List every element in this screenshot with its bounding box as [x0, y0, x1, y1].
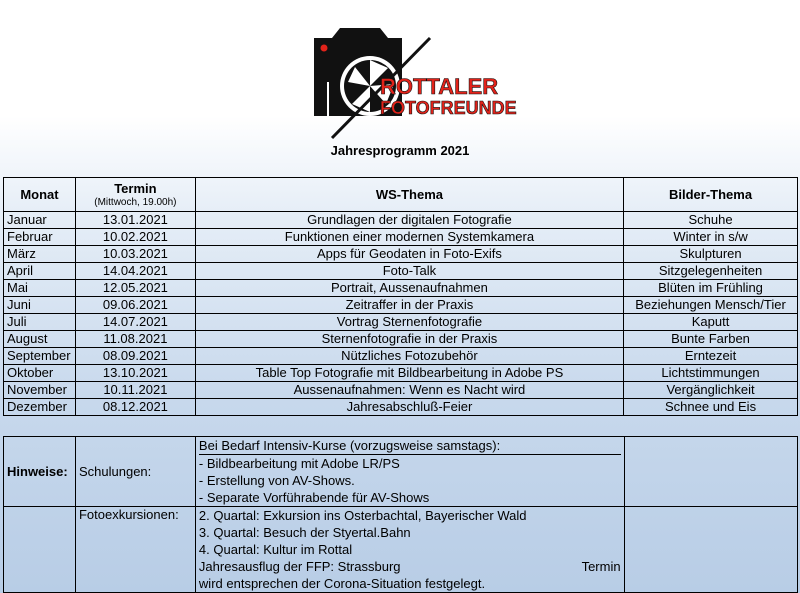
- schedule-row: [4, 314, 798, 331]
- schedule-row: [4, 331, 798, 348]
- notes-label: Hinweise:: [4, 437, 76, 507]
- cell-bilder-thema: Schnee und Eis: [624, 399, 798, 416]
- exkursionen-line: 3. Quartal: Besuch der Styertal.Bahn: [198, 525, 411, 540]
- cell-bilder-thema: Beziehungen Mensch/Tier: [624, 297, 798, 314]
- notes-table: [3, 436, 798, 593]
- header-monat: Monat: [4, 178, 76, 212]
- schedule-header-row: [4, 178, 798, 212]
- cell-bilder-thema: Kaputt: [624, 314, 798, 331]
- exkursionen-line: 2. Quartal: Exkursion ins Osterbachtal, Bayerischer Wald: [198, 508, 527, 523]
- cell-termin: 10.02.2021: [75, 229, 195, 246]
- exkursionen-line: 4. Quartal: Kultur im Rottal: [198, 542, 353, 557]
- exkursionen-termin: Termin: [581, 559, 621, 574]
- cell-bilder-thema: Erntezeit: [624, 348, 798, 365]
- cell-termin: 13.10.2021: [75, 365, 195, 382]
- cell-bilder-thema: Sitzgelegenheiten: [624, 263, 798, 280]
- cell-ws-thema: Vortrag Sternenfotografie: [195, 314, 623, 331]
- exkursionen-line: wird entsprechen der Corona-Situation festgelegt.: [198, 576, 486, 591]
- cell-bilder-thema: Blüten im Frühling: [624, 280, 798, 297]
- cell-bilder-thema: Bunte Farben: [624, 331, 798, 348]
- cell-monat: Juni: [4, 297, 76, 314]
- cell-ws-thema: Aussenaufnahmen: Wenn es Nacht wird: [195, 382, 623, 399]
- schulungen-content: [195, 437, 624, 507]
- cell-termin: 13.01.2021: [75, 212, 195, 229]
- schedule-row: [4, 399, 798, 416]
- document-title: Jahresprogramm 2021: [330, 143, 470, 158]
- schedule-row: [4, 212, 798, 229]
- cell-ws-thema: Funktionen einer modernen Systemkamera: [195, 229, 623, 246]
- header-termin-label: Termin: [114, 181, 157, 196]
- schulungen-line: - Bildbearbeitung mit Adobe LR/PS: [198, 456, 400, 471]
- cell-ws-thema: Jahresabschluß-Feier: [195, 399, 623, 416]
- schedule-row: [4, 246, 798, 263]
- exkursionen-content: [195, 507, 624, 593]
- schedule-row: [4, 297, 798, 314]
- schulungen-empty-cell: [624, 437, 797, 507]
- cell-ws-thema: Table Top Fotografie mit Bildbearbeitung in Adobe PS: [195, 365, 623, 382]
- header-termin-sub: (Mittwoch, 19.00h): [94, 197, 177, 208]
- notes-empty-cell: [4, 507, 76, 593]
- logo-line-1: ROTTALER: [380, 74, 499, 99]
- cell-monat: Januar: [4, 212, 76, 229]
- cell-termin: 11.08.2021: [75, 331, 195, 348]
- cell-monat: April: [4, 263, 76, 280]
- cell-bilder-thema: Schuhe: [624, 212, 798, 229]
- schedule-table: [3, 177, 798, 416]
- cell-ws-thema: Apps für Geodaten in Foto-Exifs: [195, 246, 623, 263]
- notes-row-exkursionen: [4, 507, 798, 593]
- cell-bilder-thema: Winter in s/w: [624, 229, 798, 246]
- cell-monat: November: [4, 382, 76, 399]
- cell-monat: September: [4, 348, 76, 365]
- cell-ws-thema: Nützliches Fotozubehör: [195, 348, 623, 365]
- cell-ws-thema: Sternenfotografie in der Praxis: [195, 331, 623, 348]
- exkursionen-line: [199, 558, 621, 575]
- schedule-row: [4, 382, 798, 399]
- header-bilder-thema: Bilder-Thema: [624, 178, 798, 212]
- cell-termin: 10.11.2021: [75, 382, 195, 399]
- cell-ws-thema: Foto-Talk: [195, 263, 623, 280]
- cell-ws-thema: Grundlagen der digitalen Fotografie: [195, 212, 623, 229]
- cell-termin: 12.05.2021: [75, 280, 195, 297]
- cell-monat: August: [4, 331, 76, 348]
- cell-termin: 14.07.2021: [75, 314, 195, 331]
- cell-termin: 08.09.2021: [75, 348, 195, 365]
- schulungen-line: - Erstellung von AV-Shows.: [198, 473, 355, 488]
- cell-monat: Juli: [4, 314, 76, 331]
- schulungen-label: Schulungen:: [75, 437, 195, 507]
- cell-termin: 14.04.2021: [75, 263, 195, 280]
- exkursionen-label: Fotoexkursionen:: [75, 507, 195, 593]
- cell-monat: Dezember: [4, 399, 76, 416]
- cell-termin: 09.06.2021: [75, 297, 195, 314]
- cell-ws-thema: Zeitraffer in der Praxis: [195, 297, 623, 314]
- schedule-row: [4, 348, 798, 365]
- cell-termin: 08.12.2021: [75, 399, 195, 416]
- cell-bilder-thema: Lichtstimmungen: [624, 365, 798, 382]
- header-termin: [75, 178, 195, 212]
- schedule-row: [4, 365, 798, 382]
- notes-row-schulungen: [4, 437, 798, 507]
- cell-ws-thema: Portrait, Aussenaufnahmen: [195, 280, 623, 297]
- schedule-row: [4, 229, 798, 246]
- schedule-row: [4, 263, 798, 280]
- cell-bilder-thema: Vergänglichkeit: [624, 382, 798, 399]
- cell-monat: Mai: [4, 280, 76, 297]
- club-logo: [310, 22, 520, 142]
- schedule-body: [4, 212, 798, 416]
- schulungen-line: Bei Bedarf Intensiv-Kurse (vorzugsweise samstags):: [199, 437, 621, 455]
- cell-monat: Oktober: [4, 365, 76, 382]
- cell-termin: 10.03.2021: [75, 246, 195, 263]
- cell-monat: Februar: [4, 229, 76, 246]
- exkursionen-ausflug: Jahresausflug der FFP: Strassburg: [198, 559, 401, 574]
- exkursionen-empty-cell: [624, 507, 797, 593]
- schedule-row: [4, 280, 798, 297]
- header-ws-thema: WS-Thema: [195, 178, 623, 212]
- schulungen-line: - Separate Vorführabende für AV-Shows: [198, 490, 430, 505]
- logo-line-2: FOTOFREUNDE: [380, 98, 517, 118]
- cell-bilder-thema: Skulpturen: [624, 246, 798, 263]
- cell-monat: März: [4, 246, 76, 263]
